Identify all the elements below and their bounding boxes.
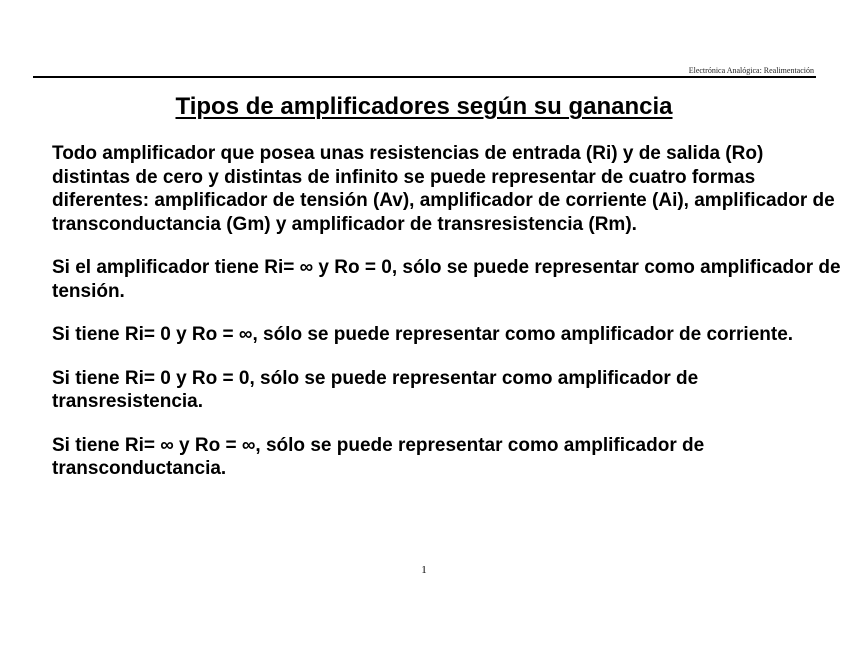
paragraph-transconductance-amplifier: Si tiene Ri= ∞ y Ro = ∞, sólo se puede representar como amplificador de transconductancia. [52,434,705,479]
page-number: 1 [421,564,427,576]
paragraph-voltage-amplifier: Si el amplificador tiene Ri= ∞ y Ro = 0, sólo se puede representar como amplificador de tensión. [52,257,841,302]
document-body [52,142,842,481]
paragraph-transresistance-amplifier: Si tiene Ri= 0 y Ro = 0, sólo se puede representar como amplificador de transresistencia. [52,367,699,412]
page-title: Tipos de amplificadores según su ganancia [175,93,673,120]
paragraph-intro: Todo amplificador que posea unas resistencias de entrada (Ri) y de salida (Ro) distintas de cero y distintas de infinito se puede representar de cuatro formas diferentes: amplificador de tensión (Av), amplificador de corriente (Ai), amplificador de transconductancia (Gm) y amplificador de transresistencia (Rm). [52,143,835,235]
header-rule [33,76,816,78]
running-header: Electrónica Analógica: Realimentación [688,66,814,75]
paragraph-current-amplifier: Si tiene Ri= 0 y Ro = ∞, sólo se puede representar como amplificador de corriente. [52,324,794,345]
